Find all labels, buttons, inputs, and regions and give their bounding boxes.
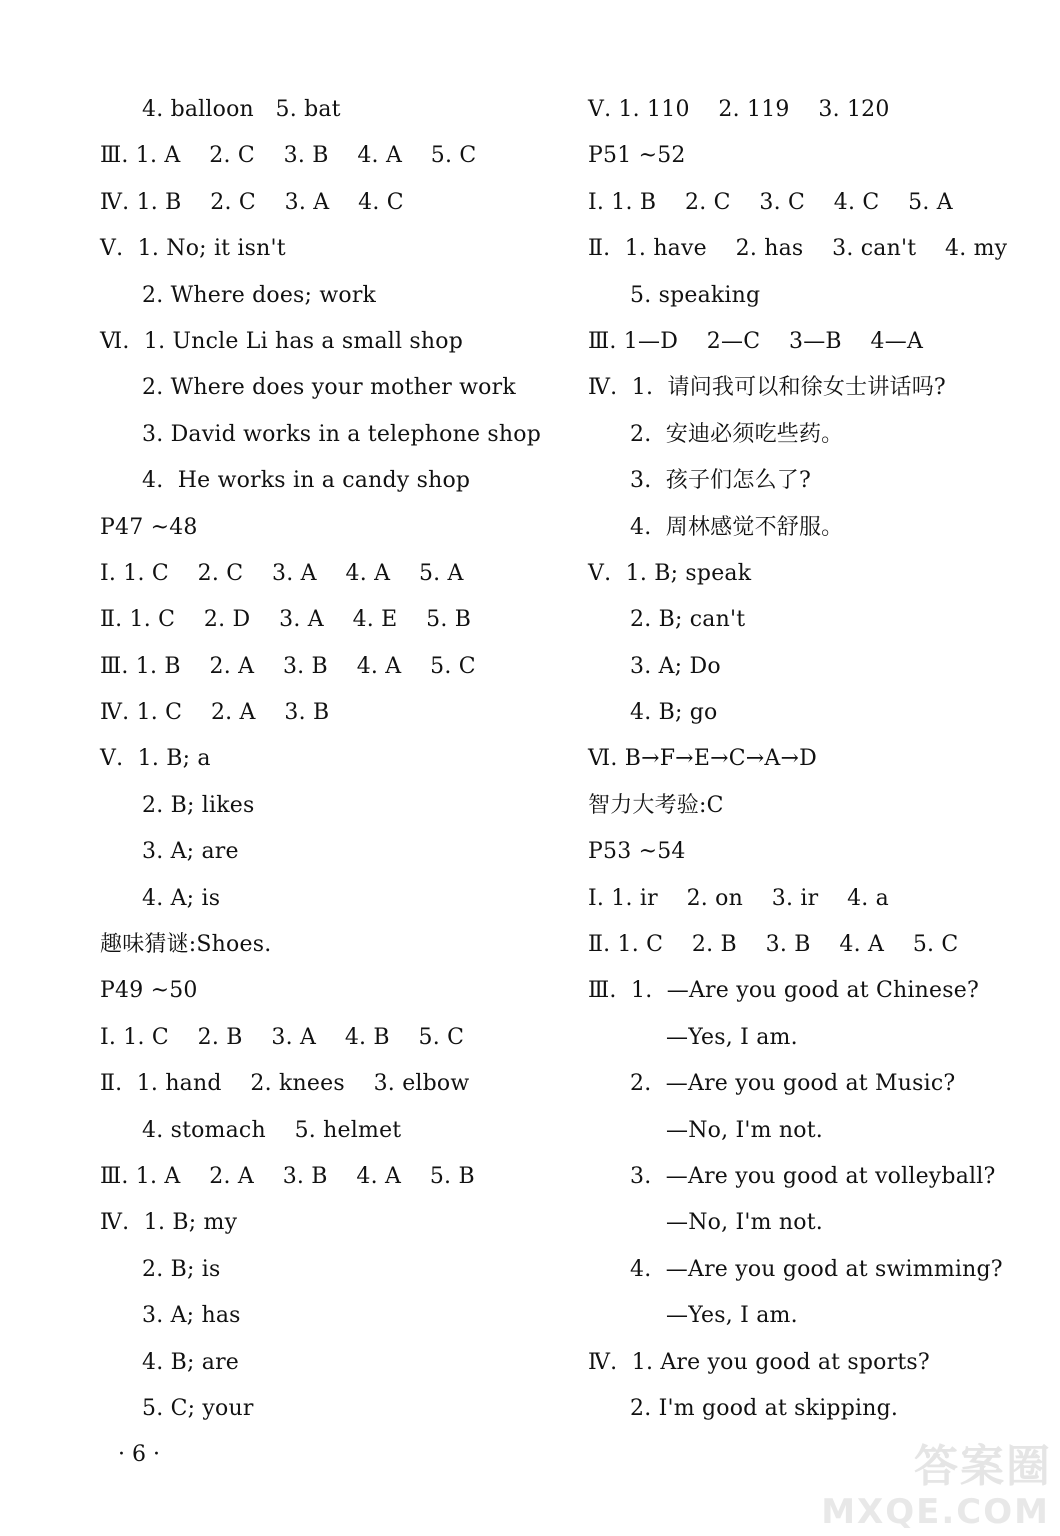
answer-line: Ⅰ. 1. ir 2. on 3. ir 4. a	[588, 885, 889, 911]
answer-line: Ⅴ. 1. B; speak	[588, 560, 752, 586]
answer-line: 5. C; your	[142, 1395, 254, 1421]
answer-line: Ⅱ. 1. hand 2. knees 3. elbow	[100, 1071, 470, 1097]
answer-line: P51 ~52	[588, 143, 686, 169]
answer-line: Ⅱ. 1. C 2. D 3. A 4. E 5. B	[100, 607, 472, 633]
answer-line: —Yes, I am.	[666, 1303, 798, 1329]
answer-line: 智力大考验:C	[588, 792, 724, 818]
answer-line: —No, I'm not.	[666, 1117, 823, 1143]
answer-line: 4. 周林感觉不舒服。	[630, 514, 844, 540]
answer-line: Ⅳ. 1. Are you good at sports?	[588, 1349, 930, 1375]
right-column	[588, 90, 1028, 1435]
watermark-text-en: MXQE.COM	[821, 1492, 1050, 1532]
answer-line: Ⅵ. B→F→E→C→A→D	[588, 746, 817, 772]
answer-line: 2. 安迪必须吃些药。	[630, 421, 844, 447]
answer-line: Ⅳ. 1. B; my	[100, 1210, 238, 1236]
answer-line: Ⅴ. 1. 110 2. 119 3. 120	[588, 97, 890, 122]
answer-line: P47 ~48	[100, 514, 198, 540]
answer-line: 3. A; are	[142, 839, 239, 865]
answer-line: Ⅰ. 1. B 2. C 3. C 4. C 5. A	[588, 189, 953, 215]
answer-line: Ⅲ. 1. A 2. A 3. B 4. A 5. B	[100, 1163, 475, 1189]
answer-line: 2. Where does your mother work	[142, 375, 516, 401]
page-number: · 6 ·	[118, 1442, 160, 1467]
answer-line: P49 ~50	[100, 978, 198, 1004]
answer-line: 4. balloon 5. bat	[142, 97, 341, 122]
answer-line: Ⅲ. 1—D 2—C 3—B 4—A	[588, 328, 924, 354]
answer-line: 2. B; is	[142, 1256, 221, 1282]
left-column	[100, 90, 570, 1435]
answer-line: Ⅰ. 1. C 2. C 3. A 4. A 5. A	[100, 560, 464, 586]
answer-line: —Yes, I am.	[666, 1024, 798, 1050]
answer-line: 趣味猜谜:Shoes.	[100, 932, 272, 958]
answer-line: 2. Where does; work	[142, 282, 377, 308]
watermark-text-cn: 答案圈	[914, 1441, 1052, 1492]
answer-line: Ⅰ. 1. C 2. B 3. A 4. B 5. C	[100, 1024, 465, 1050]
answer-line: 2. I'm good at skipping.	[630, 1395, 899, 1421]
answer-line: 3. A; has	[142, 1303, 241, 1329]
answer-line: Ⅳ. 1. C 2. A 3. B	[100, 700, 330, 726]
answer-line: 4. B; go	[630, 700, 718, 726]
answer-line: 5. speaking	[630, 282, 761, 308]
answer-line: 2. B; likes	[142, 792, 255, 818]
answer-line: 4. —Are you good at swimming?	[630, 1256, 1003, 1282]
answer-line: Ⅲ. 1. A 2. C 3. B 4. A 5. C	[100, 143, 477, 169]
answer-line: 2. B; can't	[630, 607, 746, 633]
answer-line: 4. He works in a candy shop	[142, 468, 471, 494]
answer-line: Ⅳ. 1. 请问我可以和徐女士讲话吗?	[588, 375, 946, 401]
answer-line: P53 ~54	[588, 839, 686, 865]
answer-line: Ⅱ. 1. have 2. has 3. can't 4. my	[588, 236, 1008, 262]
answer-line: Ⅴ. 1. B; a	[100, 746, 211, 772]
answer-line: 4. B; are	[142, 1349, 240, 1375]
answer-line: 3. A; Do	[630, 653, 721, 679]
answer-line: 3. David works in a telephone shop	[142, 421, 541, 447]
answer-line: 4. A; is	[142, 885, 221, 911]
watermark-logo	[821, 1426, 1060, 1536]
answer-line: Ⅴ. 1. No; it isn't	[100, 236, 286, 262]
answer-line: Ⅳ. 1. B 2. C 3. A 4. C	[100, 189, 404, 215]
answer-line: Ⅵ. 1. Uncle Li has a small shop	[100, 328, 464, 354]
answer-line: Ⅱ. 1. C 2. B 3. B 4. A 5. C	[588, 932, 959, 958]
answer-line: 3. 孩子们怎么了?	[630, 468, 811, 494]
answer-line: Ⅲ. 1. B 2. A 3. B 4. A 5. C	[100, 653, 476, 679]
answer-line: Ⅲ. 1. —Are you good at Chinese?	[588, 978, 979, 1004]
answer-line: 4. stomach 5. helmet	[142, 1117, 402, 1143]
answer-line: —No, I'm not.	[666, 1210, 823, 1236]
answer-line: 2. —Are you good at Music?	[630, 1071, 956, 1097]
answer-line: 3. —Are you good at volleyball?	[630, 1163, 996, 1189]
